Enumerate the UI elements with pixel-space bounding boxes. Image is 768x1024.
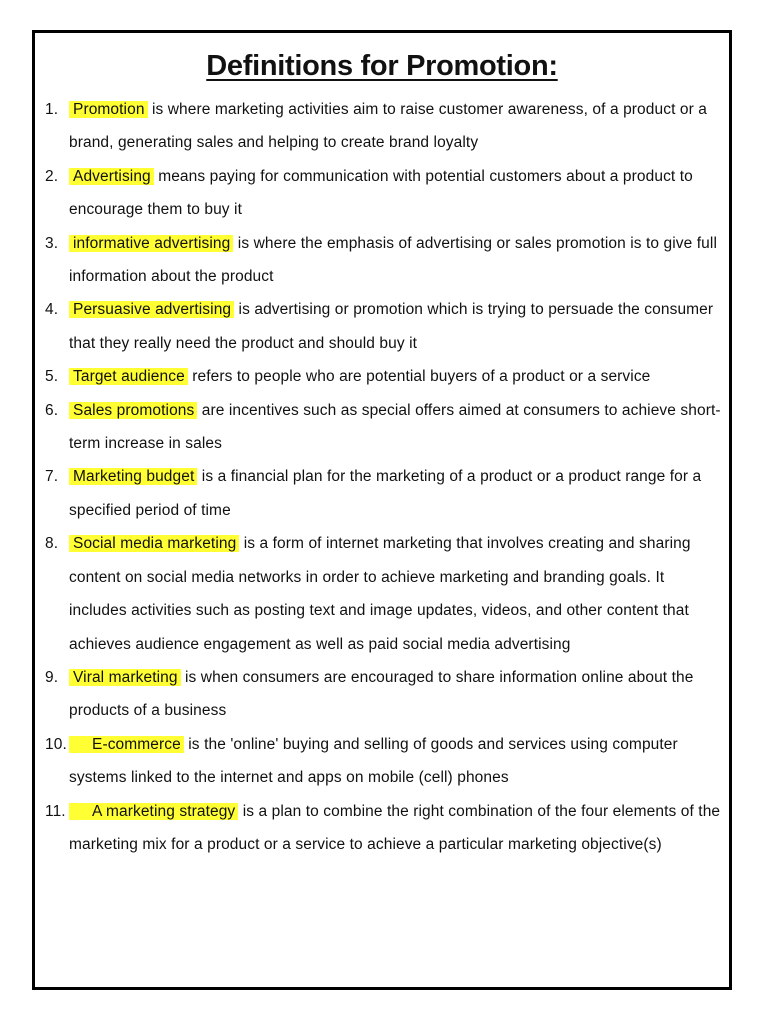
definition-item-5: [35, 360, 729, 393]
definition-text: are incentives such as special offers aimed at consumers to achieve short-term increase in sales: [69, 401, 721, 453]
highlighted-term: A marketing strategy: [69, 803, 238, 820]
highlighted-term: informative advertising: [69, 235, 233, 252]
item-number: 5.: [45, 368, 59, 386]
definition-item-4: [35, 293, 729, 360]
highlighted-term: Persuasive advertising: [69, 301, 234, 318]
definition-item-8: [35, 527, 729, 661]
definitions-list: [35, 93, 729, 861]
highlighted-term: Marketing budget: [69, 468, 197, 485]
highlighted-term: E-commerce: [69, 736, 184, 753]
item-number: 10.: [45, 735, 67, 753]
highlighted-term: Sales promotions: [69, 402, 197, 419]
highlighted-term: Social media marketing: [69, 535, 239, 552]
definition-item-11: [35, 795, 729, 862]
item-number: 2.: [45, 167, 59, 185]
item-number: 6.: [45, 401, 59, 419]
definition-item-3: [35, 227, 729, 294]
item-number: 3.: [45, 234, 59, 252]
definition-text: is where marketing activities aim to raise customer awareness, of a product or a brand, generating sales and helping to create brand loyalty: [69, 101, 707, 152]
item-number: 7.: [45, 468, 59, 486]
definition-item-10: [35, 728, 729, 795]
definition-item-7: [35, 460, 729, 527]
highlighted-term: Promotion: [69, 101, 148, 118]
definition-item-9: [35, 661, 729, 728]
definition-text: is the 'online' buying and selling of goods and services using computer systems linked to the internet and apps on mobile (cell) phones: [69, 735, 678, 787]
definition-text: means paying for communication with potential customers about a product to encourage them to buy it: [69, 167, 693, 219]
definition-text: refers to people who are potential buyers of a product or a service: [187, 368, 651, 386]
definition-text: is advertising or promotion which is trying to persuade the consumer that they really need the product and should buy it: [69, 301, 714, 352]
definition-text: is a form of internet marketing that involves creating and sharing content on social media networks in order to achieve marketing and branding goals. It includes activities such as posting text and image updates, videos, and other content that achieves audience engagement as well as paid social media advertising: [69, 535, 691, 653]
highlighted-term: Advertising: [69, 168, 154, 185]
definition-text: is a financial plan for the marketing of a product or a product range for a specified period of time: [69, 468, 702, 519]
definition-item-1: [35, 93, 729, 160]
definition-text: is a plan to combine the right combination of the four elements of the marketing mix for a product or a service to achieve a particular marketing objective(s): [69, 802, 721, 853]
item-number: 8.: [45, 535, 59, 553]
highlighted-term: Target audience: [69, 368, 188, 385]
item-number: 9.: [45, 668, 59, 686]
item-number: 11.: [45, 802, 66, 820]
definition-item-6: [35, 394, 729, 461]
highlighted-term: Viral marketing: [69, 669, 181, 686]
definition-item-2: [35, 160, 729, 227]
definition-text: is where the emphasis of advertising or sales promotion is to give full information about the product: [69, 234, 717, 286]
definition-text: is when consumers are encouraged to share information online about the products of a business: [69, 668, 694, 720]
page-title: Definitions for Promotion:: [206, 50, 558, 82]
document-page: [32, 30, 732, 990]
item-number: 4.: [45, 301, 59, 319]
item-number: 1.: [45, 101, 59, 118]
